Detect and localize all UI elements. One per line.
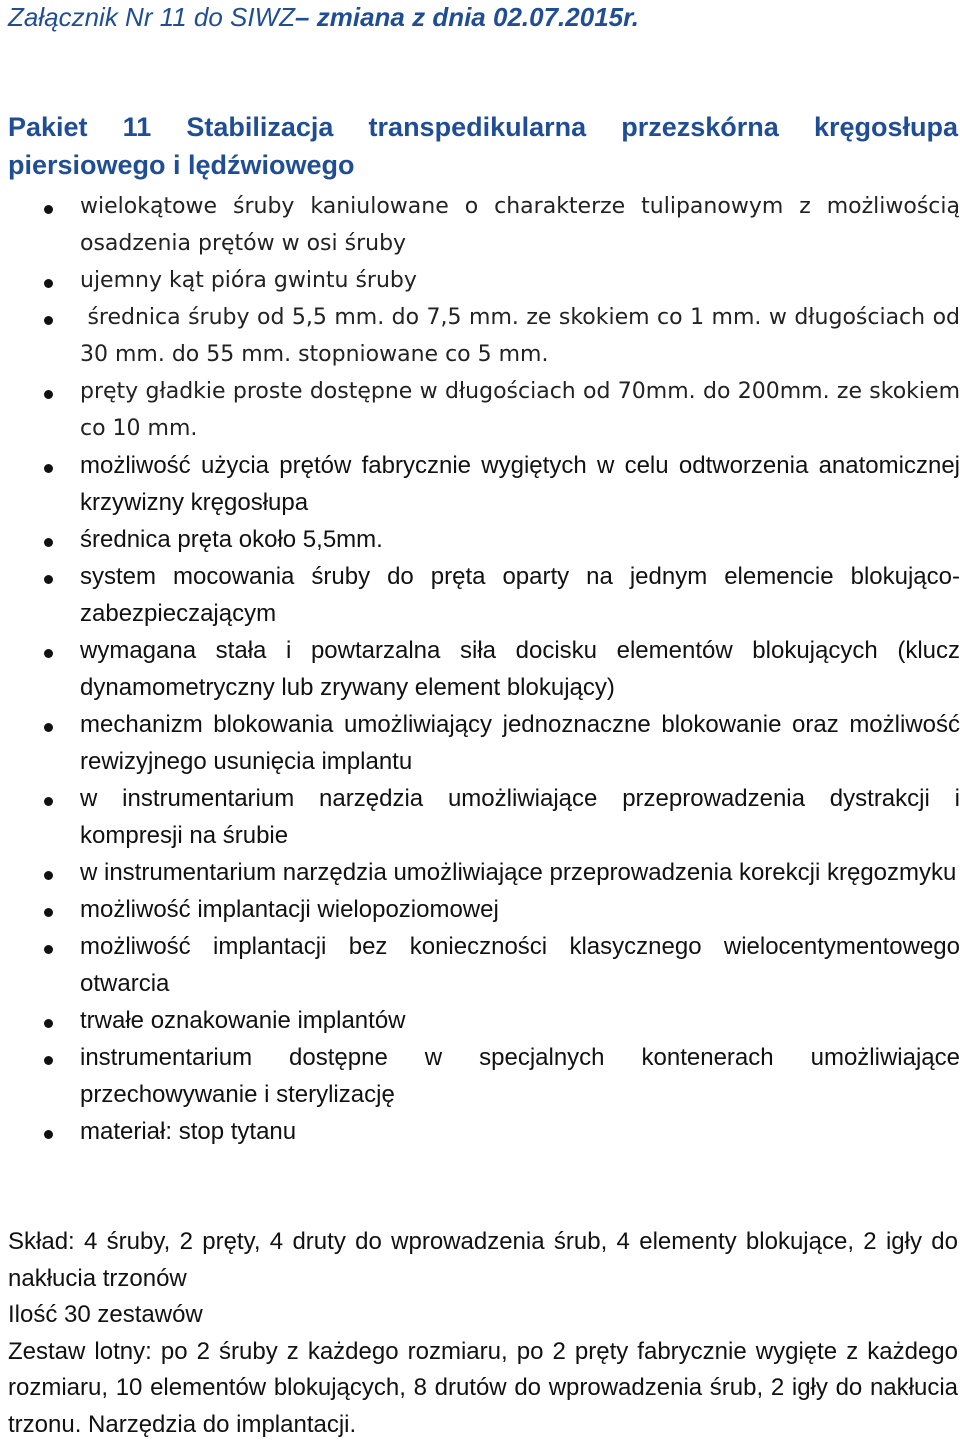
list-item-text: pręty gładkie proste dostępne w długościach od 70mm. do 200mm. ze skokiem co 10 mm. xyxy=(80,373,960,447)
list-item-text: instrumentarium dostępne w specjalnych kontenerach umożliwiające przechowywanie i sterylizację xyxy=(80,1039,960,1113)
list-item xyxy=(0,1039,960,1113)
list-item xyxy=(0,558,960,632)
bullet-icon xyxy=(44,723,53,732)
list-item-text: ujemny kąt pióra gwintu śruby xyxy=(80,262,960,299)
bullet-icon xyxy=(44,871,53,880)
bullet-icon xyxy=(44,538,53,547)
bullet-icon xyxy=(44,205,53,214)
bullet-icon xyxy=(44,575,53,584)
list-item-text: trwałe oznakowanie implantów xyxy=(80,1002,960,1039)
list-item xyxy=(0,854,960,891)
bullet-icon xyxy=(44,316,53,325)
bullet-icon xyxy=(44,1019,53,1028)
bullet-icon xyxy=(44,797,53,806)
change-date: – zmiana z dnia 02.07.2015r. xyxy=(295,2,639,32)
list-item xyxy=(0,299,960,373)
list-item-text: mechanizm blokowania umożliwiający jednoznaczne blokowanie oraz możliwość rewizyjnego usunięcia implantu xyxy=(80,706,960,780)
bullet-icon xyxy=(44,649,53,658)
list-item xyxy=(0,1002,960,1039)
list-item xyxy=(0,891,960,928)
list-item-text: możliwość użycia prętów fabrycznie wygiętych w celu odtworzenia anatomicznej krzywizny kręgosłupa xyxy=(80,447,960,521)
attachment-header xyxy=(8,2,639,33)
list-item xyxy=(0,706,960,780)
bullet-icon xyxy=(44,1056,53,1065)
list-item xyxy=(0,373,960,447)
composition-section xyxy=(8,1224,958,1443)
bullet-icon xyxy=(44,464,53,473)
list-item-text: możliwość implantacji wielopoziomowej xyxy=(80,891,960,928)
attachment-label: Załącznik Nr 11 do SIWZ xyxy=(8,2,295,32)
quantity-text: Ilość 30 zestawów xyxy=(8,1297,958,1334)
bullet-icon xyxy=(44,279,53,288)
list-item-text: wymagana stała i powtarzalna siła docisku elementów blokujących (klucz dynamometryczny lub zrywany element blokujący) xyxy=(80,632,960,706)
bullet-icon xyxy=(44,908,53,917)
list-item xyxy=(0,188,960,262)
bullet-icon xyxy=(44,390,53,399)
list-item xyxy=(0,521,960,558)
composition-text: Skład: 4 śruby, 2 pręty, 4 druty do wprowadzenia śrub, 4 elementy blokujące, 2 igły do nakłucia trzonów xyxy=(8,1224,958,1297)
bullet-icon xyxy=(44,1130,53,1139)
list-item-text: system mocowania śruby do pręta oparty na jednym elemencie blokująco-zabezpieczającym xyxy=(80,558,960,632)
requirements-list xyxy=(0,188,960,1150)
list-item-text: możliwość implantacji bez konieczności klasycznego wielocentymentowego otwarcia xyxy=(80,928,960,1002)
bullet-icon xyxy=(44,945,53,954)
list-item xyxy=(0,447,960,521)
list-item-text: w instrumentarium narzędzia umożliwiające przeprowadzenia dystrakcji i kompresji na śrubie xyxy=(80,780,960,854)
list-item xyxy=(0,632,960,706)
list-item-text: w instrumentarium narzędzia umożliwiające przeprowadzenia korekcji kręgozmyku xyxy=(80,854,960,891)
list-item-text: średnica śruby od 5,5 mm. do 7,5 mm. ze skokiem co 1 mm. w długościach od 30 mm. do 55 mm. stopniowane co 5 mm. xyxy=(80,299,960,373)
list-item-text: materiał: stop tytanu xyxy=(80,1113,960,1150)
spare-set-text: Zestaw lotny: po 2 śruby z każdego rozmiaru, po 2 pręty fabrycznie wygięte z każdego rozmiaru, 10 elementów blokujących, 8 drutów do wprowadzenia śrub, 2 igły do nakłucia trzonu. Narzędzia do implantacji. xyxy=(8,1334,958,1443)
list-item xyxy=(0,928,960,1002)
package-title: Pakiet 11 Stabilizacja transpedikularna przezskórna kręgosłupa piersiowego i lędźwiowego xyxy=(8,108,958,184)
list-item xyxy=(0,262,960,299)
list-item xyxy=(0,780,960,854)
list-item-text: średnica pręta około 5,5mm. xyxy=(80,521,960,558)
list-item xyxy=(0,1113,960,1150)
list-item-text: wielokątowe śruby kaniulowane o charakterze tulipanowym z możliwością osadzenia prętów w osi śruby xyxy=(80,188,960,262)
